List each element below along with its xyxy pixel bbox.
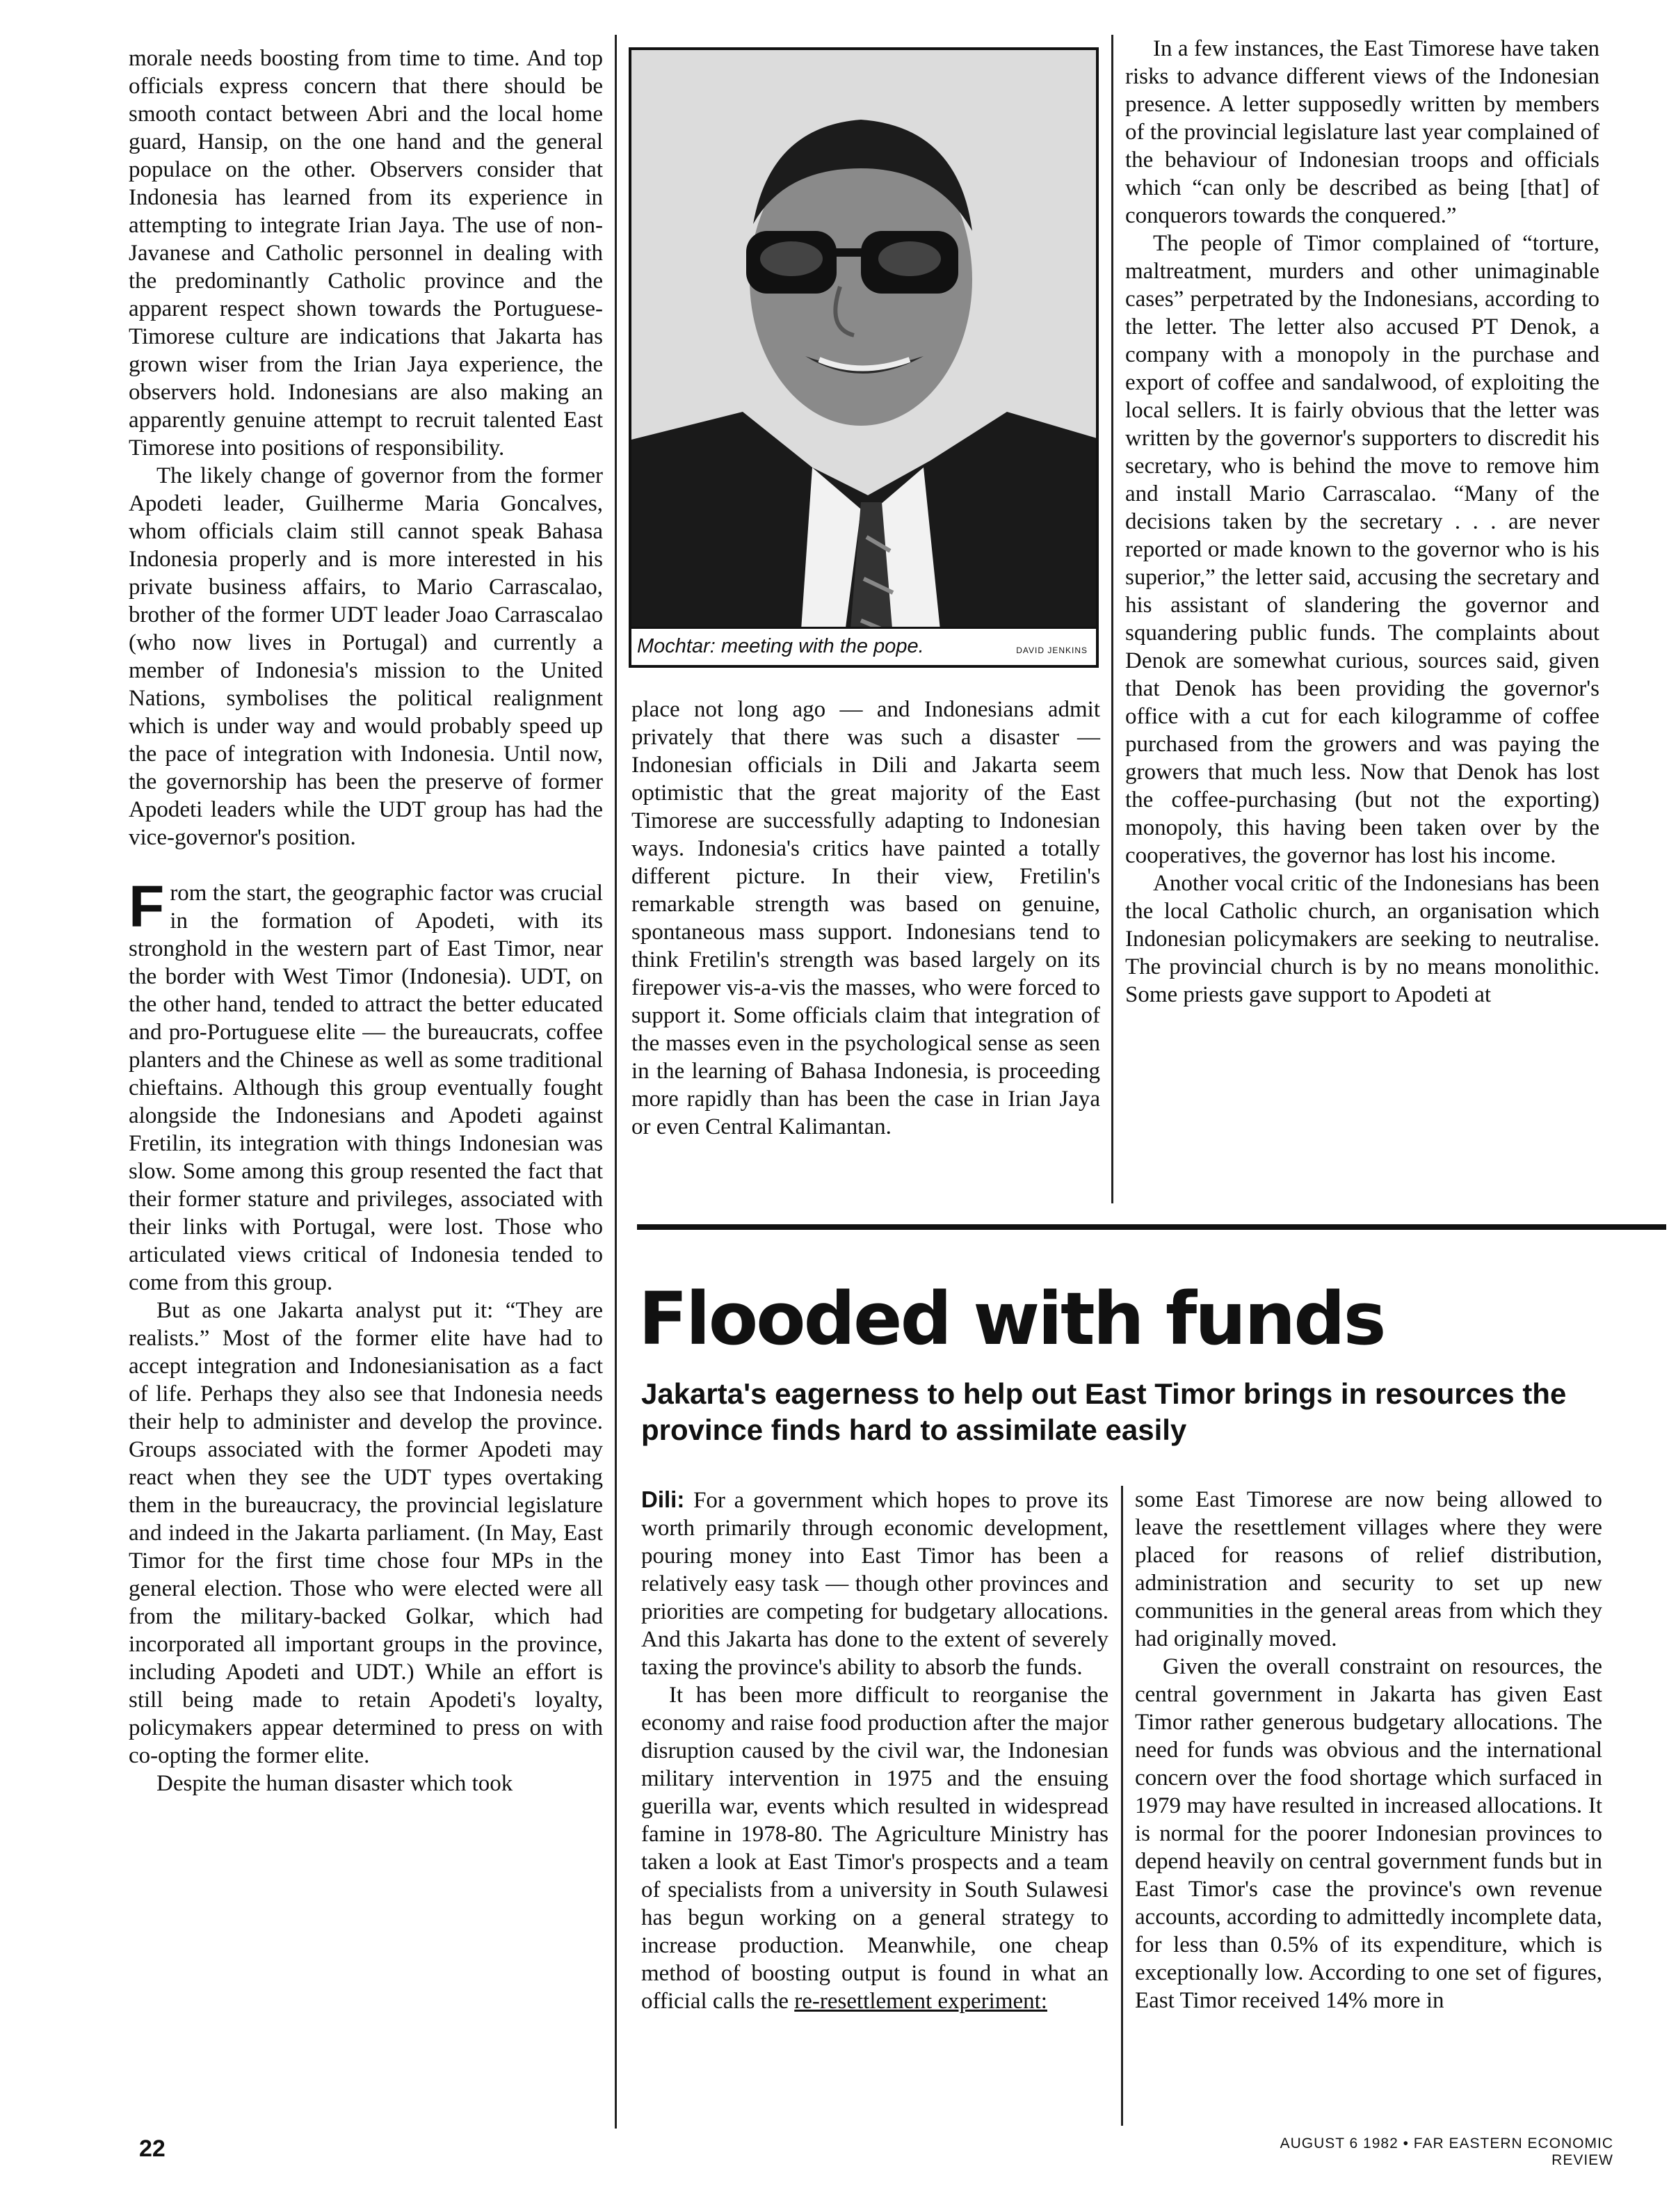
paragraph-text: It has been more difficult to reorganise the economy and raise food production after the major disruption caused by the civil war, the Indonesian military intervention in 1975 and the ensuing guerilla war, events which resulted in widespread famine in 1978-80. The Agriculture Ministry has taken a look at East Timor's prospects and a team of specialists from a university in South Sulawesi has begun working on a general strategy to increase production. Meanwhile, one cheap method of boosting output is found in what an official calls the: [641, 1683, 1108, 2014]
photo-caption: Mochtar: meeting with the pope.: [631, 627, 1096, 665]
paragraph: some East Timorese are now being allowed to leave the resettlement villages where they were placed for reasons of relief distribution, administration and security to set up new communities in the general areas from which they had originally moved.: [1135, 1487, 1602, 1651]
paragraph: place not long ago — and Indonesians admit privately that there was such a disaster — Indonesian officials in Dili and Jakarta seem optimistic that the great majority of the East Timorese are successfully adapting to Indonesian ways. Indonesia's critics have painted a totally different picture. In their view, Fretilin's remarkable strength was based on genuine, spontaneous mass support. Indonesians tend to think Fretilin's strength was based largely on its firepower vis-a-vis the masses, who were forced to support it. Some officials claim that integration of the masses even in the psychological sense as seen in the learning of Bahasa Indonesia, is proceeding more rapidly than has been the case in Irian Jaya or even Central Kalimantan.: [631, 697, 1100, 1139]
article2-column-left: [641, 1486, 1108, 2015]
paragraph: [641, 1486, 1108, 1681]
paragraph-dropcap: [129, 874, 603, 1297]
underlined-phrase: re-resettlement experiment:: [794, 1989, 1047, 2014]
page-number: 22: [139, 2135, 166, 2162]
deck-subheadline: Jakarta's eagerness to help out East Timor brings in resources the province finds hard to assimilate easily: [641, 1377, 1567, 1446]
article-column-2: [631, 696, 1100, 1141]
portrait-photo: [629, 47, 1099, 668]
article-column-1: [129, 45, 603, 1797]
paragraph: The people of Timor complained of “torture, maltreatment, murders and other unimaginable cases” perpetrated by the Indonesians, according to the letter. The letter also accused PT Denok, a company with a monopoly in the purchase and export of coffee and sandalwood, of exploiting the local sellers. It is fairly obvious that the letter was written by the governor's supporters to discredit his secretary, who is behind the move to remove him and install Mario Carrascalao. “Many of the decisions taken by the secretary . . . are never reported or made known to the governor who is his superior,” the letter said, accusing the secretary and his assistant of slandering the governor and squandering public funds. The complaints about Denok are somewhat curious, sources said, given that Denok has been providing the governor's office with a cut for each kilogramme of coffee purchased from the growers and was paying the growers that much less. Now that Denok has lost the coffee-purchasing (but not the exporting) monopoly, this having been taken over by the cooperatives, the governor has lost his income.: [1125, 231, 1599, 868]
paragraph: Despite the human disaster which took: [156, 1771, 513, 1796]
column-divider: [615, 35, 617, 2129]
column-divider: [1111, 35, 1113, 1203]
story-separator-rule: [637, 1224, 1666, 1230]
paragraph: morale needs boosting from time to time. And top officials express concern that there should be smooth contact between Abri and the local home guard, Hansip, on the one hand and the general populace on the other. Observers consider that Indonesia has learned from its experience in attempting to integrate Irian Jaya. The use of non-Javanese and Catholic personnel in dealing with the predominantly Catholic province and the apparent respect shown towards the Portuguese-Timorese culture are indications that Jakarta has grown wiser from the Irian Jaya experience, the observers hold. Indonesians are also making an apparently genuine attempt to recruit talented East Timorese into positions of responsibility.: [129, 46, 603, 460]
paragraph: [641, 1681, 1108, 2015]
paragraph-text: rom the start, the geographic factor was crucial in the formation of Apodeti, with its stronghold in the western part of East Timor, near the border with West Timor (Indonesia). UDT, on the other hand, tended to attract the better educated and pro-Portuguese elite — the bureaucrats, coffee planters and the Chinese as well as some traditional chieftains. Although this group eventually fought alongside the Indonesians and Apodeti against Fretilin, its integration with things Indonesian was slow. Some among this group resented the fact that their former stature and privileges, associated with their links with Portugal, were lost. Those who articulated views critical of Indonesia tended to come from this group.: [129, 881, 603, 1295]
article-column-3: [1125, 35, 1599, 1009]
paragraph: But as one Jakarta analyst put it: “They are realists.” Most of the former elite have had to accept integration and Indonesianisation as a fact of life. Perhaps they also see that Indonesia needs their help to administer and develop the province. Groups associated with the former Apodeti may react when they see the UDT types overtaking them in the bureaucracy, the provincial legislature and indeed in the Jakarta parliament. (In May, East Timor for the first time chose four MPs in the general election. Those who were elected were all from the military-backed Golkar, which had incorporated all important groups in the province, including Apodeti and UDT.) While an effort is still being made to retain Apodeti's loyalty, policymakers appear determined to press on with co-opting the former elite.: [129, 1298, 603, 1768]
column-divider: [1121, 1486, 1123, 2126]
portrait-image: [631, 50, 1099, 668]
paragraph: In a few instances, the East Timorese have taken risks to advance different views of the Indonesian presence. A letter supposedly written by members of the provincial legislature last year complained of the behaviour of Indonesian troops and officials which “can only be described as being [that] of conquerors towards the conquered.”: [1125, 36, 1599, 228]
dateline: Dili:: [641, 1486, 685, 1512]
paragraph: The likely change of governor from the former Apodeti leader, Guilherme Maria Goncalves, whom officials claim still cannot speak Bahasa Indonesia properly and is more interested in his private business affairs, to Mario Carrascalao, brother of the former UDT leader Joao Carrascalao (who now lives in Portugal) and currently a member of Indonesia's mission to the United Nations, symbolises the political realignment which is under way and would probably speed up the pace of integration with Indonesia. Until now, the governorship has been the preserve of former Apodeti leaders while the UDT group has had the vice-governor's position.: [129, 463, 603, 850]
paragraph: Another vocal critic of the Indonesians has been the local Catholic church, an organisation which Indonesian policymakers are seeking to neutralise. The provincial church is by no means monolithic. Some priests gave support to Apodeti at: [1125, 871, 1599, 1007]
paragraph-text: For a government which hopes to prove its worth primarily through economic development, pouring money into East Timor has been a relatively easy task — though other provinces and priorities are competing for budgetary allocations. And this Jakarta has done to the extent of severely taxing the province's ability to absorb the funds.: [641, 1488, 1108, 1680]
photo-credit: DAVID JENKINS: [1016, 646, 1088, 655]
footer-issue-line: AUGUST 6 1982 • FAR EASTERN ECONOMIC REVIEW: [1280, 2135, 1613, 2168]
paragraph: Given the overall constraint on resources, the central government in Jakarta has given East Timor rather generous budgetary allocations. The need for funds was obvious and the international concern over the food shortage which surfaced in 1979 may have resulted in increased allocations. It is normal for the poorer Indonesian provinces to depend heavily on central government funds but in East Timor's case the province's own revenue accounts, according to admittedly incomplete data, for less than 0.5% of its expenditure, which is exceptionally low. According to one set of figures, East Timor received 14% more in: [1135, 1654, 1602, 2013]
article2-column-right: [1135, 1486, 1602, 2014]
drop-cap: F: [129, 874, 165, 939]
headline: Flooded with funds: [638, 1276, 1385, 1361]
